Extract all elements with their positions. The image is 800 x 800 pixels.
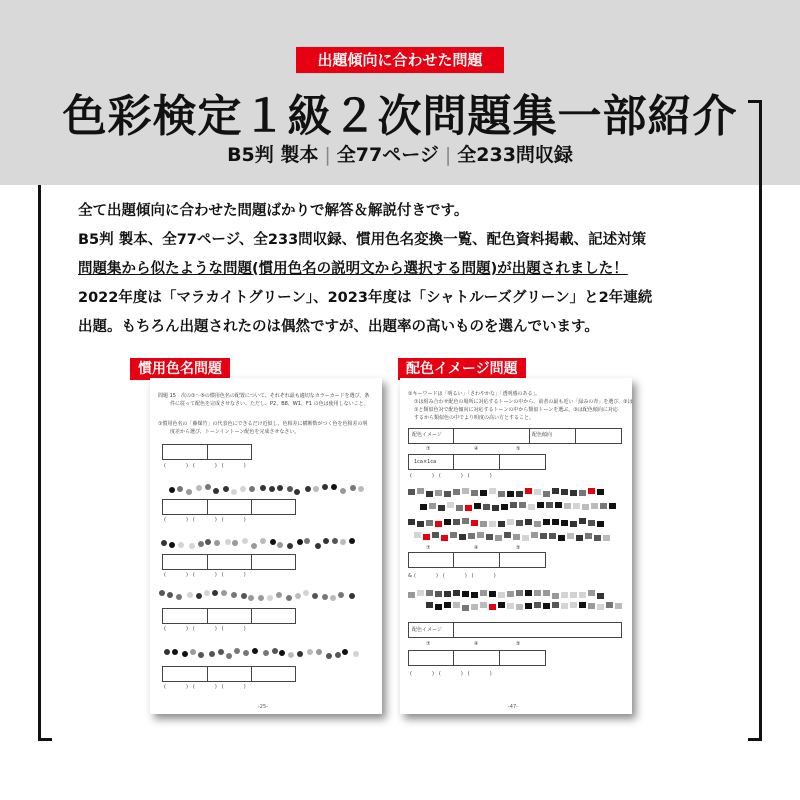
blurred-square: [417, 590, 424, 596]
blurred-square: [483, 504, 490, 510]
blurred-dot: [187, 592, 193, 598]
spec-separator: |: [444, 144, 452, 166]
blurred-dot: [177, 486, 183, 492]
blurred-square: [573, 503, 580, 509]
blurred-dot: [252, 648, 258, 654]
blurred-dot: [295, 593, 301, 599]
blurred-square: [489, 591, 496, 597]
blurred-dot: [205, 539, 211, 545]
sheet-text: ①と類似色対で配色傾向に対応するトーンの中から類似トーンを選ぶ。③は配色傾向に対応: [414, 407, 618, 413]
blurred-dot: [349, 538, 355, 544]
blurred-dot: [196, 485, 202, 491]
blurred-dot: [322, 594, 328, 600]
blurred-square: [549, 533, 556, 539]
blurred-square: [495, 535, 502, 541]
blurred-square: [420, 504, 427, 510]
blurred-dot: [304, 538, 310, 544]
blurred-dot: [335, 652, 341, 658]
blurred-square: [570, 592, 577, 598]
blurred-square: [408, 489, 415, 495]
answer-parens: ( ) ( ) ( ): [164, 626, 246, 632]
blurred-square: [531, 532, 538, 538]
blurred-dot: [243, 650, 249, 656]
blurred-square: [462, 605, 469, 611]
answer-box: [408, 650, 546, 666]
blurred-dot: [169, 487, 175, 493]
blurred-dot: [214, 540, 220, 546]
blurred-square: [579, 490, 586, 496]
blurred-square: [435, 521, 442, 527]
blurred-square: [459, 534, 466, 540]
blurred-dot: [178, 542, 184, 548]
sheet-text: ①は組み合わせ配色の場所に対応するトーンの中から、前者の最も近い「緑みの青」を選び、②は: [414, 399, 633, 405]
blurred-dot: [213, 488, 219, 494]
blurred-dot: [249, 486, 255, 492]
blurred-square: [453, 602, 460, 608]
blurred-square: [561, 603, 568, 609]
blurred-dot: [169, 542, 175, 548]
blurred-dot: [315, 543, 321, 549]
blurred-square: [534, 489, 541, 495]
answer-box: [162, 554, 296, 570]
blurred-dot: [198, 652, 204, 658]
blurred-square: [435, 591, 442, 597]
blurred-square: [561, 592, 568, 598]
blurred-dot: [312, 593, 318, 599]
blurred-square: [516, 590, 523, 596]
blurred-dot: [305, 486, 311, 492]
blurred-square: [462, 488, 469, 494]
field-label: 配色傾向: [532, 432, 553, 438]
blurred-square: [525, 590, 532, 596]
spec-line: [0, 140, 800, 167]
frame-right: [759, 100, 762, 740]
blurred-dot: [223, 486, 229, 492]
blurred-square: [534, 521, 541, 527]
blurred-square: [582, 504, 589, 510]
blurred-square: [453, 519, 460, 525]
spec-pages: 全77ページ: [336, 144, 439, 166]
blurred-dot: [287, 543, 293, 549]
blurred-dot: [176, 594, 182, 600]
blurred-square: [408, 592, 415, 598]
blurred-dot: [358, 486, 364, 492]
blurred-square: [603, 535, 610, 541]
blurred-square: [558, 535, 565, 541]
blurred-square: [570, 521, 577, 527]
blurred-square: [438, 505, 445, 511]
blurred-square: [552, 602, 559, 608]
blurred-square: [516, 491, 523, 497]
choice-marker: ④: [474, 641, 479, 647]
blurred-dot: [248, 595, 254, 601]
blurred-dot: [332, 538, 338, 544]
blurred-dot: [276, 592, 282, 598]
spec-separator: |: [324, 144, 331, 166]
blurred-square: [429, 503, 436, 509]
blurred-dot: [340, 488, 346, 494]
blurred-square: [435, 604, 442, 610]
blurred-dot: [231, 592, 237, 598]
answer-parens: ( ) ( ) ( ): [164, 517, 246, 523]
blurred-dot: [331, 484, 337, 490]
blurred-square: [456, 505, 463, 511]
blurred-square: [516, 520, 523, 526]
blurred-square: [417, 521, 424, 527]
blurred-square: [606, 602, 613, 608]
blurred-square: [417, 488, 424, 494]
blurred-dot: [189, 543, 195, 549]
blurred-dot: [186, 489, 192, 495]
spec-format: B5判 製本: [227, 144, 319, 166]
blurred-dot: [182, 651, 188, 657]
blurred-dot: [297, 539, 303, 545]
left-sample-sheet: [150, 378, 382, 714]
blurred-dot: [225, 539, 231, 545]
blurred-dot: [212, 590, 218, 596]
blurred-square: [471, 604, 478, 610]
blurred-square: [444, 602, 451, 608]
blurred-square: [543, 519, 550, 525]
description-line: 2022年度は「マラカイトグリーン」、2023年度は「シャトルーズグリーン」と2年連続: [78, 290, 653, 306]
blurred-square: [486, 534, 493, 540]
field-label: 配色イメージ: [412, 432, 442, 438]
blurred-square: [489, 521, 496, 527]
answer-box: [162, 666, 296, 682]
blurred-dot: [260, 485, 266, 491]
blurred-dot: [172, 649, 178, 655]
page-number: -25-: [258, 704, 268, 710]
blurred-square: [492, 505, 499, 511]
blurred-square: [474, 503, 481, 509]
blurred-square: [498, 592, 505, 598]
blurred-dot: [297, 651, 303, 657]
blurred-square: [480, 521, 487, 527]
right-sample-label: 配色イメージ問題: [398, 358, 526, 380]
blurred-square: [546, 502, 553, 508]
blurred-square: [507, 491, 514, 497]
blurred-dot: [322, 484, 328, 490]
answer-parens: ( ) ( ) ( ): [164, 684, 246, 690]
blurred-square: [444, 491, 451, 497]
answer-box: [408, 552, 546, 568]
blurred-dot: [287, 486, 293, 492]
blurred-square: [423, 534, 430, 540]
blurred-square: [597, 521, 604, 527]
blurred-square: [504, 532, 511, 538]
blurred-square: [537, 502, 544, 508]
blurred-square: [468, 533, 475, 539]
blurred-dot: [353, 651, 359, 657]
blurred-square: [588, 488, 595, 494]
blurred-square: [552, 488, 559, 494]
blurred-square: [471, 592, 478, 598]
blurred-square: [408, 519, 415, 525]
left-sample-label: 慣用色名問題: [130, 358, 230, 380]
blurred-dot: [286, 595, 292, 601]
blurred-dot: [258, 595, 264, 601]
blurred-square: [414, 532, 421, 538]
blurred-dot: [303, 590, 309, 596]
blurred-square: [525, 488, 532, 494]
blurred-square: [465, 505, 472, 511]
blurred-square: [534, 602, 541, 608]
blurred-dot: [240, 486, 246, 492]
blurred-dot: [167, 592, 173, 598]
choice-marker: ⑦: [426, 446, 431, 452]
blurred-square: [576, 535, 583, 541]
blurred-square: [498, 602, 505, 608]
choice-marker: ⑤: [516, 446, 521, 452]
blurred-dot: [263, 650, 269, 656]
blurred-dot: [204, 590, 210, 596]
blurred-square: [534, 590, 541, 596]
blurred-dot: [270, 539, 276, 545]
blurred-square: [561, 489, 568, 495]
blurred-dot: [313, 486, 319, 492]
blurred-dot: [232, 540, 238, 546]
blurred-square: [588, 603, 595, 609]
blurred-square: [528, 504, 535, 510]
blurred-square: [543, 590, 550, 596]
blurred-square: [444, 519, 451, 525]
blurred-dot: [342, 649, 348, 655]
field-label: 配色イメージ: [412, 627, 442, 633]
blurred-dot: [190, 649, 196, 655]
blurred-square: [543, 491, 550, 497]
blurred-square: [498, 521, 505, 527]
sheet-text: するから類似色の中でより明度の高い方とすること。: [414, 415, 535, 421]
blurred-square: [489, 604, 496, 610]
blurred-square: [510, 502, 517, 508]
blurred-square: [594, 535, 601, 541]
answer-parens: ( ) ( ) ( ): [164, 572, 246, 578]
blurred-dot: [159, 590, 165, 596]
blurred-square: [444, 591, 451, 597]
answer-box: [162, 499, 296, 515]
blurred-dot: [196, 593, 202, 599]
blurred-dot: [209, 651, 215, 657]
blurred-dot: [277, 542, 283, 548]
blurred-square: [426, 602, 433, 608]
blurred-square: [450, 532, 457, 538]
right-sample-sheet: [400, 378, 632, 714]
answer-parens: ( ) ( ) ( ): [410, 671, 492, 677]
blurred-square: [441, 535, 448, 541]
page-title: 色彩検定１級２次問題集一部紹介: [62, 91, 738, 142]
blurred-dot: [307, 649, 313, 655]
choice-marker: ⑤: [516, 545, 521, 551]
blurred-dot: [277, 485, 283, 491]
frame-corner-bottom-right: [748, 738, 762, 741]
blurred-dot: [316, 649, 322, 655]
blurred-dot: [242, 538, 248, 544]
description-line: 全て出題傾向に合わせた問題ばかりで解答＆解説付きです。: [78, 203, 469, 219]
blurred-square: [543, 603, 550, 609]
blurred-dot: [267, 595, 273, 601]
blurred-square: [471, 490, 478, 496]
blurred-square: [579, 592, 586, 598]
header-tag: 出題傾向に合わせた問題: [296, 47, 504, 73]
blurred-square: [435, 490, 442, 496]
blurred-dot: [340, 539, 346, 545]
blurred-square: [579, 518, 586, 524]
blurred-square: [507, 603, 514, 609]
blurred-square: [519, 502, 526, 508]
blurred-dot: [272, 648, 278, 654]
blurred-dot: [221, 590, 227, 596]
blurred-square: [552, 593, 559, 599]
blurred-dot: [198, 541, 204, 547]
sheet-text: 件に従って配色を完成させなさい。ただし、P2、B8、W1、F1 の色は使用しないこと。: [170, 401, 369, 407]
blurred-square: [597, 593, 604, 599]
choice-marker: ⑦: [426, 641, 431, 647]
sheet-text: 問題 15 次の①～⑤の慣用色名の配置について、それぞれ最も適切なカラーカードを選び、条: [158, 393, 370, 399]
blurred-square: [525, 519, 532, 525]
blurred-square: [426, 590, 433, 596]
blurred-square: [501, 504, 508, 510]
blurred-square: [453, 489, 460, 495]
blurred-dot: [338, 592, 344, 598]
description-line: 出題。もちろん出題されたのは偶然ですが、出題率の高いものを選んでいます。: [78, 319, 599, 335]
blurred-square: [609, 503, 616, 509]
blurred-dot: [231, 489, 237, 495]
blurred-dot: [349, 593, 355, 599]
blurred-square: [597, 604, 604, 610]
blurred-square: [453, 590, 460, 596]
blurred-dot: [251, 543, 257, 549]
blurred-square: [561, 520, 568, 526]
blurred-square: [462, 591, 469, 597]
answer-parens: ( ) ( ) ( ): [410, 473, 492, 479]
description-line-highlight: 問題集から似たような問題(慣用色名の説明文から選択する問題)が出題されました！: [78, 261, 628, 277]
page-number: -47-: [508, 704, 518, 710]
blurred-dot: [260, 538, 266, 544]
spec-questions: 全233問収録: [457, 144, 573, 166]
description: [78, 197, 758, 342]
blurred-square: [585, 533, 592, 539]
blurred-square: [471, 520, 478, 526]
blurred-square: [522, 535, 529, 541]
blurred-dot: [323, 538, 329, 544]
sheet-text: ②キーワードは「明るい」「さわやかな」「透明感のある」。: [408, 391, 540, 397]
description-line: B5判 製本、全77ページ、全233問収録、慣用色名変換一覧、配色資料掲載、記述対策: [78, 232, 647, 248]
blurred-square: [513, 534, 520, 540]
blurred-square: [588, 520, 595, 526]
blurred-square: [525, 603, 532, 609]
frame-corner-bottom-left: [38, 738, 52, 741]
blurred-square: [507, 591, 514, 597]
blurred-dot: [269, 486, 275, 492]
sample-value: 1ca×1ca: [414, 459, 437, 465]
blurred-square: [477, 532, 484, 538]
blurred-dot: [205, 484, 211, 490]
answer-box: [162, 608, 296, 624]
ampersand-mark: &: [408, 573, 412, 579]
blurred-square: [600, 503, 607, 509]
blurred-square: [480, 490, 487, 496]
blurred-square: [615, 603, 622, 609]
blurred-square: [447, 502, 454, 508]
blurred-square: [516, 604, 523, 610]
blurred-square: [498, 491, 505, 497]
choice-marker: ④: [474, 446, 479, 452]
blurred-square: [426, 520, 433, 526]
blurred-square: [507, 519, 514, 525]
answer-parens: ( ) ( ) ( ): [414, 573, 496, 579]
blurred-dot: [241, 593, 247, 599]
sheet-text: 度差から選び、トーンイントーン配色を完成させなさい。: [170, 429, 300, 435]
answer-parens: ( ) ( ) ( ): [164, 463, 246, 469]
blurred-square: [597, 489, 604, 495]
blurred-square: [462, 518, 469, 524]
blurred-dot: [326, 653, 332, 659]
sheet-text: ①慣用色名の「藤煤竹」の代表色にできるだけ近似し、色相差に横断数がつく色を色相差の明: [158, 421, 368, 427]
choice-marker: ⑦: [426, 545, 431, 551]
blurred-square: [552, 519, 559, 525]
blurred-dot: [218, 649, 224, 655]
blurred-square: [540, 533, 547, 539]
choice-marker: ⑤: [516, 641, 521, 647]
blurred-dot: [226, 653, 232, 659]
blurred-dot: [164, 649, 170, 655]
blurred-square: [432, 532, 439, 538]
blurred-dot: [161, 540, 167, 546]
blurred-dot: [279, 650, 285, 656]
blurred-dot: [350, 485, 356, 491]
blurred-square: [564, 503, 571, 509]
answer-box: [162, 444, 252, 460]
blurred-square: [567, 533, 574, 539]
frame-left: [38, 185, 41, 741]
blurred-dot: [330, 595, 336, 601]
blurred-square: [555, 502, 562, 508]
choice-marker: ④: [474, 545, 479, 551]
blurred-square: [480, 590, 487, 596]
blurred-dot: [234, 648, 240, 654]
blurred-square: [480, 602, 487, 608]
blurred-square: [570, 602, 577, 608]
blurred-dot: [288, 652, 294, 658]
blurred-square: [579, 602, 586, 608]
blurred-square: [489, 488, 496, 494]
blurred-square: [588, 590, 595, 596]
blurred-square: [426, 491, 433, 497]
blurred-dot: [294, 489, 300, 495]
blurred-square: [591, 503, 598, 509]
blurred-square: [570, 490, 577, 496]
